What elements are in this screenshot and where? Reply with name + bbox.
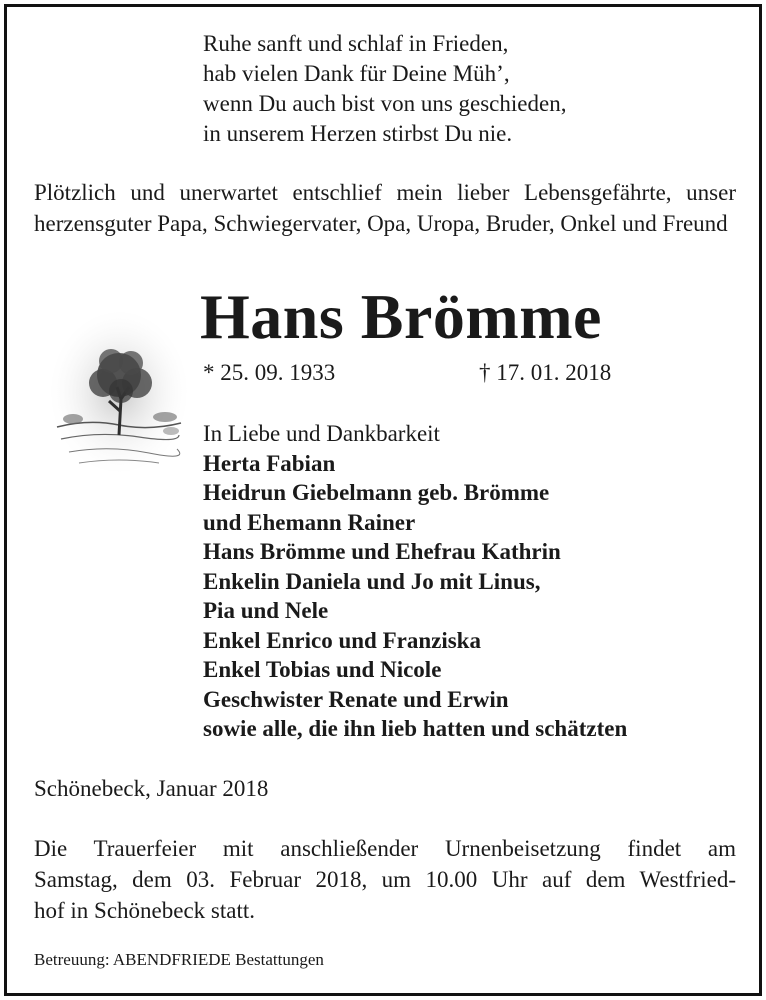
tree-landscape-icon bbox=[49, 307, 189, 477]
ceremony-text bbox=[34, 833, 736, 926]
mourners-list bbox=[203, 419, 627, 744]
death-date: † 17. 01. 2018 bbox=[479, 360, 612, 385]
birth-date: * 25. 09. 1933 bbox=[203, 360, 336, 385]
ceremony-line: hof in Schönebeck statt. bbox=[34, 898, 256, 923]
mourner-line: Hans Brömme und Ehefrau Kathrin bbox=[203, 539, 561, 564]
mourner-line: Enkel Enrico und Franziska bbox=[203, 627, 481, 653]
poem-line: hab vielen Dank für Deine Müh’, bbox=[203, 61, 510, 86]
mourner-line: Geschwister Renate und Erwin bbox=[203, 686, 509, 712]
poem-line: wenn Du auch bist von uns geschieden, bbox=[203, 91, 567, 116]
ceremony-line: Samstag, dem 03. Februar 2018, um 10.00 Uhr auf dem Westfried- bbox=[34, 867, 736, 892]
mourner-line: und Ehemann Rainer bbox=[203, 509, 416, 535]
mourner-line: Herta Fabian bbox=[203, 450, 336, 476]
mourner-line: Pia und Nele bbox=[203, 598, 329, 623]
funeral-home-credit: Betreuung: ABENDFRIEDE Bestattungen bbox=[34, 950, 324, 969]
place-date: Schönebeck, Januar 2018 bbox=[34, 776, 269, 801]
mourners-lead: In Liebe und Dankbarkeit bbox=[203, 421, 440, 446]
mourner-line: Enkel Tobias und Nicole bbox=[203, 657, 442, 682]
mourner-line: Heidrun Giebelmann geb. Brömme bbox=[203, 480, 550, 505]
poem bbox=[203, 29, 566, 149]
poem-line: Ruhe sanft und schlaf in Frieden, bbox=[203, 31, 509, 56]
mourner-line: sowie alle, die ihn lieb hatten und schätzten bbox=[203, 716, 628, 741]
ceremony-line: Die Trauerfeier mit anschließender Urnenbeisetzung findet am bbox=[34, 836, 736, 861]
deceased-name: Hans Brömme bbox=[200, 281, 602, 352]
mourner-line: Enkelin Daniela und Jo mit Linus, bbox=[203, 568, 541, 594]
intro-text: Plötzlich und unerwartet entschlief mein lieber Lebensgefährte, unser herzensguter Papa, Schwiegervater, Opa, Uropa, Bruder, Onkel und Freund bbox=[34, 180, 736, 236]
poem-line: in unserem Herzen stirbst Du nie. bbox=[203, 121, 513, 146]
obituary-notice bbox=[4, 4, 762, 996]
